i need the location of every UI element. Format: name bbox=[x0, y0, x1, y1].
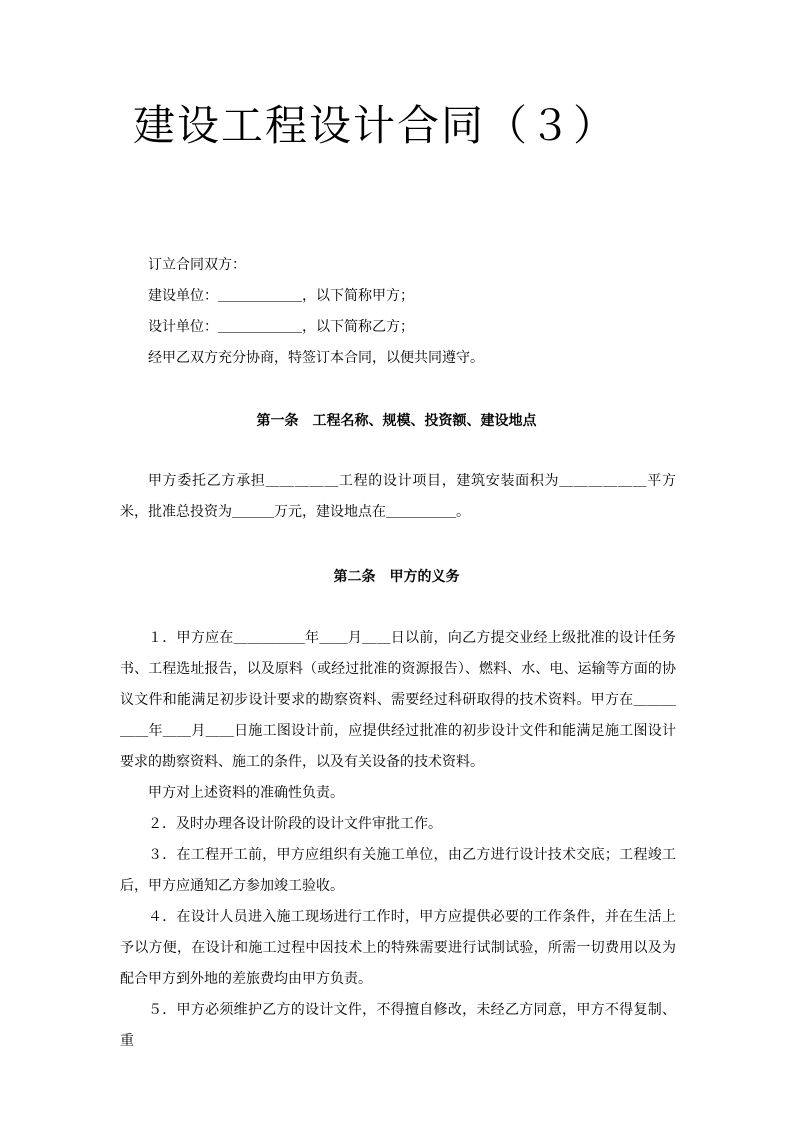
paragraph: ５．甲方必须维护乙方的设计文件，不得擅自修改，未经乙方同意，甲方不得复制、重 bbox=[120, 1002, 676, 1049]
intro-line: 设计单位：＿＿＿＿＿＿，以下简称乙方； bbox=[148, 319, 414, 335]
paragraph: １．甲方应在＿＿＿＿＿年＿＿月＿＿日以前，向乙方提交业经上级批准的设计任务书、工程选址报告，以及原料（或经过批准的资源报告）、燃料、水、电、运输等方面的协议文件和能满足初步设计要求的勘察资料、需要经过科研取得的技术资料。甲方在＿＿＿＿＿年＿＿月＿＿日施工图设计前，应提供经过批准的初步设计文件和能满足施工图设计要求的勘察资料、施工的条件，以及有关设备的技术资料。 bbox=[120, 630, 676, 770]
article2-heading: 第二条 甲方的义务 bbox=[333, 569, 460, 585]
paragraph: 甲方委托乙方承担＿＿＿＿＿工程的设计项目，建筑安装面积为＿＿＿＿＿＿平方米，批准总投资为＿＿＿万元，建设地点在＿＿＿＿＿。 bbox=[120, 473, 676, 520]
paragraph: ２．及时办理各设计阶段的设计文件审批工作。 bbox=[148, 816, 442, 832]
intro-line: 建设单位：＿＿＿＿＿＿，以下简称甲方； bbox=[148, 288, 414, 304]
paragraph: ４．在设计人员进入施工现场进行工作时，甲方应提供必要的工作条件，并在生活上予以方便，在设计和施工过程中因技术上的特殊需要进行试制试验，所需一切费用以及为配合甲方到外地的差旅费均由甲方负责。 bbox=[120, 909, 676, 987]
article1-heading: 第一条 工程名称、规模、投资额、建设地点 bbox=[256, 413, 537, 429]
article1-body bbox=[120, 466, 676, 528]
document-title: 建设工程设计合同（３） bbox=[133, 101, 618, 150]
intro-section bbox=[120, 250, 676, 374]
paragraph: 甲方对上述资料的准确性负责。 bbox=[148, 785, 344, 801]
intro-line: 订立合同双方： bbox=[148, 257, 246, 273]
intro-line: 经甲乙双方充分协商，特签订本合同，以便共同遵守。 bbox=[148, 350, 484, 366]
paragraph: ３．在工程开工前，甲方应组织有关施工单位，由乙方进行设计技术交底；工程竣工后，甲方应通知乙方参加竣工验收。 bbox=[120, 847, 676, 894]
article2-body bbox=[120, 623, 676, 1057]
